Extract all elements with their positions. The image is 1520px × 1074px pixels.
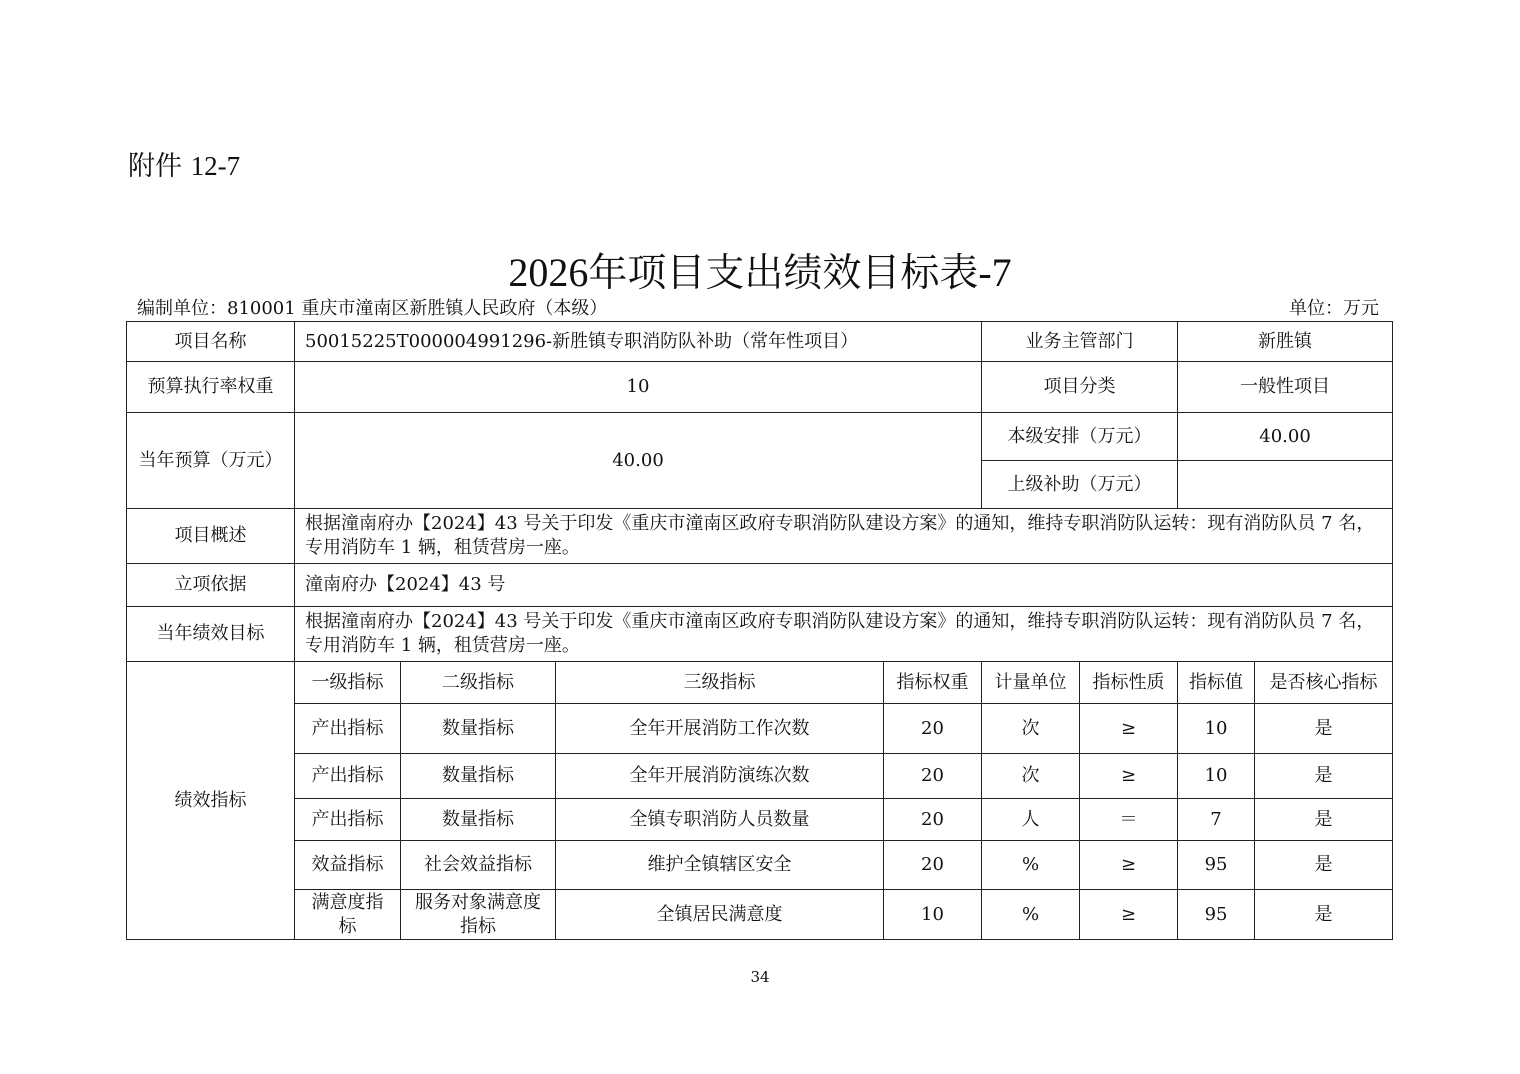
indicator-value: 10: [1178, 704, 1255, 754]
header-level1: 一级指标: [295, 662, 401, 704]
title-suffix: -7: [978, 250, 1012, 295]
dept-label: 业务主管部门: [982, 322, 1178, 362]
upper-value: [1178, 461, 1393, 509]
indicator-nature: ≥: [1080, 841, 1178, 890]
row-annual-budget: [127, 413, 1393, 461]
project-name-label: 项目名称: [127, 322, 295, 362]
indicator-value: 95: [1178, 841, 1255, 890]
indicator-nature: ＝: [1080, 799, 1178, 841]
indicator-value: 7: [1178, 799, 1255, 841]
indicator-level3: 全镇居民满意度: [556, 890, 884, 940]
indicator-nature: ≥: [1080, 704, 1178, 754]
annual-budget-label: 当年预算（万元）: [127, 413, 295, 509]
row-budget-rate: [127, 362, 1393, 413]
local-label: 本级安排（万元）: [982, 413, 1178, 461]
indicator-weight: 20: [884, 799, 982, 841]
indicator-core: 是: [1255, 841, 1393, 890]
project-name-value: 50015225T000004991296-新胜镇专职消防队补助（常年性项目）: [295, 322, 982, 362]
indicator-weight: 20: [884, 841, 982, 890]
indicator-level1: 产出指标: [295, 704, 401, 754]
indicator-core: 是: [1255, 890, 1393, 940]
row-overview: [127, 509, 1393, 564]
indicator-nature: ≥: [1080, 754, 1178, 799]
page-title: [0, 242, 1520, 298]
table-row: [127, 754, 1393, 799]
header-core: 是否核心指标: [1255, 662, 1393, 704]
indicator-unit: %: [982, 890, 1080, 940]
indicator-weight: 20: [884, 704, 982, 754]
indicator-nature: ≥: [1080, 890, 1178, 940]
header-nature: 指标性质: [1080, 662, 1178, 704]
basis-label: 立项依据: [127, 564, 295, 607]
goal-value: 根据潼南府办【2024】43 号关于印发《重庆市潼南区政府专职消防队建设方案》的通知，维持专职消防队运转：现有消防队员 7 名，专用消防车 1 辆，租赁营房一座。: [295, 607, 1393, 662]
indicator-level2: 数量指标: [401, 799, 556, 841]
indicator-core: 是: [1255, 754, 1393, 799]
compiling-unit: 编制单位：810001 重庆市潼南区新胜镇人民政府（本级）: [137, 298, 608, 319]
dept-value: 新胜镇: [1178, 322, 1393, 362]
budget-rate-label: 预算执行率权重: [127, 362, 295, 413]
indicator-header-row: [127, 662, 1393, 704]
header-level3: 三级指标: [556, 662, 884, 704]
indicator-weight: 10: [884, 890, 982, 940]
indicator-level2: 数量指标: [401, 704, 556, 754]
performance-table: [126, 321, 1393, 940]
local-value: 40.00: [1178, 413, 1393, 461]
indicator-level2: 服务对象满意度指标: [401, 890, 556, 940]
table-row: [127, 799, 1393, 841]
row-basis: [127, 564, 1393, 607]
page-number: 34: [750, 968, 770, 986]
table-row: [127, 841, 1393, 890]
table-row: [127, 704, 1393, 754]
indicator-level3: 全年开展消防工作次数: [556, 704, 884, 754]
table-row: [127, 890, 1393, 940]
header-level2: 二级指标: [401, 662, 556, 704]
annual-budget-value: 40.00: [295, 413, 982, 509]
row-project-name: [127, 322, 1393, 362]
currency-unit: 单位：万元: [1289, 298, 1379, 319]
indicator-unit: 次: [982, 754, 1080, 799]
overview-label: 项目概述: [127, 509, 295, 564]
indicator-level2: 社会效益指标: [401, 841, 556, 890]
indicator-weight: 20: [884, 754, 982, 799]
header-unit: 计量单位: [982, 662, 1080, 704]
category-label: 项目分类: [982, 362, 1178, 413]
attachment-prefix: 附件: [128, 151, 182, 182]
indicator-unit: 人: [982, 799, 1080, 841]
row-goal: [127, 607, 1393, 662]
title-text: 年项目支出绩效目标表: [588, 251, 979, 296]
indicator-unit: 次: [982, 704, 1080, 754]
header-value: 指标值: [1178, 662, 1255, 704]
budget-rate-value: 10: [295, 362, 982, 413]
attachment-number: 12-7: [190, 151, 241, 181]
indicator-level1: 效益指标: [295, 841, 401, 890]
overview-value: 根据潼南府办【2024】43 号关于印发《重庆市潼南区政府专职消防队建设方案》的通知，维持专职消防队运转：现有消防队员 7 名，专用消防车 1 辆，租赁营房一座。: [295, 509, 1393, 564]
indicator-value: 10: [1178, 754, 1255, 799]
indicator-level3: 维护全镇辖区安全: [556, 841, 884, 890]
goal-label: 当年绩效目标: [127, 607, 295, 662]
basis-value: 潼南府办【2024】43 号: [295, 564, 1393, 607]
header-weight: 指标权重: [884, 662, 982, 704]
indicator-level3: 全镇专职消防人员数量: [556, 799, 884, 841]
indicator-level1: 产出指标: [295, 799, 401, 841]
indicator-level3: 全年开展消防演练次数: [556, 754, 884, 799]
indicator-unit: %: [982, 841, 1080, 890]
indicator-level1: 满意度指标: [295, 890, 401, 940]
category-value: 一般性项目: [1178, 362, 1393, 413]
indicator-core: 是: [1255, 704, 1393, 754]
indicator-core: 是: [1255, 799, 1393, 841]
title-year: 2026: [508, 250, 589, 295]
indicators-label: 绩效指标: [127, 662, 295, 940]
indicator-level2: 数量指标: [401, 754, 556, 799]
upper-label: 上级补助（万元）: [982, 461, 1178, 509]
indicator-value: 95: [1178, 890, 1255, 940]
indicator-level1: 产出指标: [295, 754, 401, 799]
attachment-label: [128, 144, 240, 183]
